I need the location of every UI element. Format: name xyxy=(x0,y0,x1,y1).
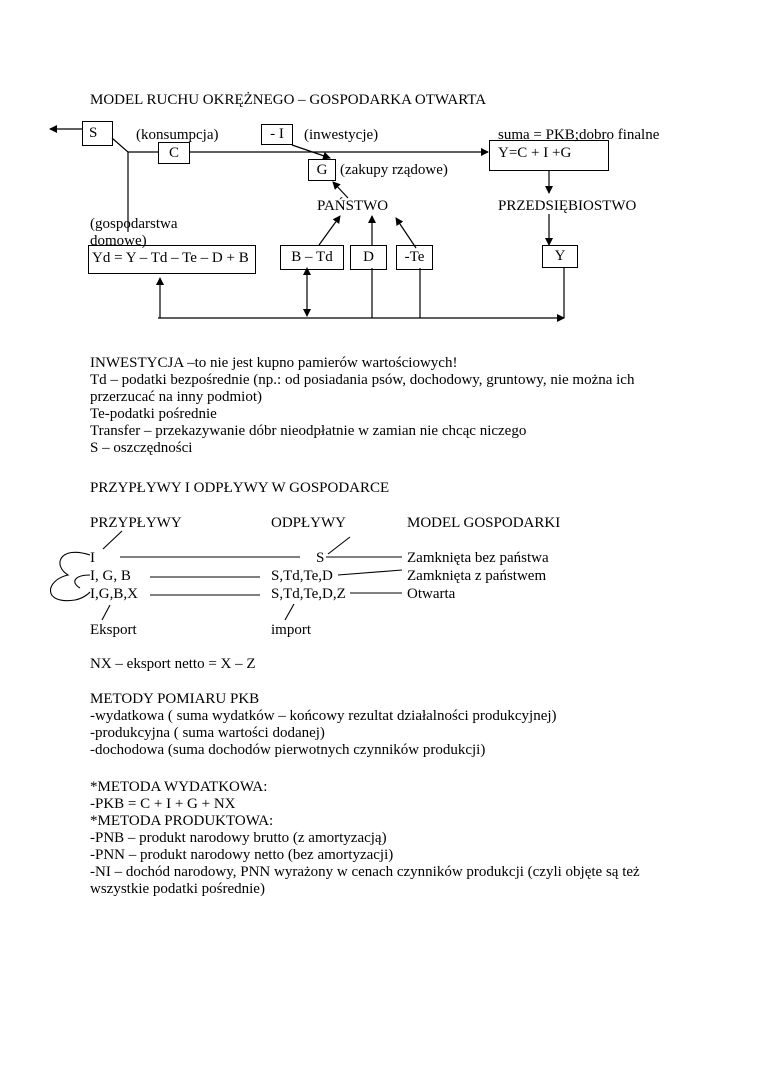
government-purchases-box: G xyxy=(308,159,336,181)
flow-outflow: S xyxy=(316,550,325,566)
definition-line: Te-podatki pośrednie xyxy=(90,406,217,422)
outflows-column-header: ODPŁYWY xyxy=(271,515,346,531)
investment-box: - I xyxy=(261,124,293,145)
flow-model: Zamknięta bez państwa xyxy=(407,550,549,566)
flow-inflow: I, G, B xyxy=(90,568,131,584)
indirect-taxes-box: -Te xyxy=(396,245,433,270)
households-label-1: (gospodarstwa xyxy=(90,216,178,232)
households-label-2: domowe) xyxy=(90,233,147,249)
pkb-methods-line: METODY POMIARU PKB xyxy=(90,691,260,707)
transfers-taxes-box: B – Td xyxy=(280,245,344,270)
investment-label: (inwestycje) xyxy=(304,127,379,143)
output-box: Y xyxy=(542,245,578,268)
definition-line: Transfer – przekazywanie dóbr nieodpłatnie w zamian nie chcąc niczego xyxy=(90,423,527,439)
flow-inflow: I,G,B,X xyxy=(90,586,138,602)
government-purchases-label: (zakupy rządowe) xyxy=(340,162,448,178)
state-label: PAŃSTWO xyxy=(317,198,389,214)
pkb-methods-line: -dochodowa (suma dochodów pierwotnych czynników produkcji) xyxy=(90,742,486,758)
flow-inflow: I xyxy=(90,550,95,566)
disposable-income-box: Yd = Y – Td – Te – D + B xyxy=(88,245,256,274)
gdp-sum-label: suma = PKB;dobro finalne xyxy=(498,127,660,143)
consumption-label: (konsumpcja) xyxy=(136,127,219,143)
definition-line: S – oszczędności xyxy=(90,440,193,456)
export-label: Eksport xyxy=(90,622,137,638)
flow-outflow: S,Td,Te,D xyxy=(271,568,333,584)
methods-detail-line: -PNB – produkt narodowy brutto (z amortyzacją) xyxy=(90,830,387,846)
flows-heading: PRZYPŁYWY I ODPŁYWY W GOSPODARCE xyxy=(90,480,390,496)
pkb-methods xyxy=(90,691,690,759)
methods-detail-line: *METODA PRODUKTOWA: xyxy=(90,813,274,829)
depreciation-box: D xyxy=(350,245,387,270)
inflows-column-header: PRZYPŁYWY xyxy=(90,515,182,531)
definition-line: przerzucać na inny podmiot) xyxy=(90,389,263,405)
methods-detail-line: -NI – dochód narodowy, PNN wyrażony w cenach czynników produkcji (czyli objęte są też xyxy=(90,864,640,880)
flow-model: Otwarta xyxy=(407,586,456,602)
methods-detail-line: *METODA WYDATKOWA: xyxy=(90,779,268,795)
consumption-box: C xyxy=(158,142,190,164)
gdp-formula-box: Y=C + I +G xyxy=(489,140,609,171)
methods-detail xyxy=(90,779,690,898)
flow-outflow: S,Td,Te,D,Z xyxy=(271,586,346,602)
import-label: import xyxy=(271,622,311,638)
enterprise-label: PRZEDSIĘBIOSTWO xyxy=(498,198,637,214)
definitions xyxy=(90,355,690,457)
methods-detail-line: wszystkie podatki pośrednie) xyxy=(90,881,265,897)
savings-box: S xyxy=(82,121,113,146)
definition-line: INWESTYCJA –to nie jest kupno pamierów wartościowych! xyxy=(90,355,458,371)
definition-line: Td – podatki bezpośrednie (np.: od posiadania psów, dochodowy, gruntowy, nie można ich xyxy=(90,372,635,388)
flow-model: Zamknięta z państwem xyxy=(407,568,547,584)
net-export-line: NX – eksport netto = X – Z xyxy=(90,656,256,672)
methods-detail-line: -PKB = C + I + G + NX xyxy=(90,796,236,812)
pkb-methods-line: -produkcyjna ( suma wartości dodanej) xyxy=(90,725,325,741)
pkb-methods-line: -wydatkowa ( suma wydatków – końcowy rezultat działalności produkcyjnej) xyxy=(90,708,557,724)
methods-detail-line: -PNN – produkt narodowy netto (bez amortyzacji) xyxy=(90,847,394,863)
page-title: MODEL RUCHU OKRĘŻNEGO – GOSPODARKA OTWARTA xyxy=(90,92,487,108)
model-column-header: MODEL GOSPODARKI xyxy=(407,515,561,531)
